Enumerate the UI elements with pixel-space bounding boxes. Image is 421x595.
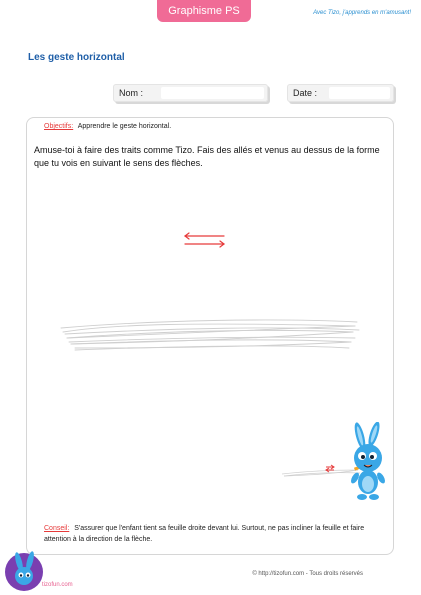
header-tab [157, 0, 251, 22]
date-field[interactable] [287, 84, 394, 102]
name-input-area[interactable] [161, 87, 264, 99]
instruction-text: Amuse-toi à faire des traits comme Tizo. Fais des allés et venus au dessus de la forme que tu vois en suivant le sens des flèches. [34, 145, 380, 168]
page-title: Les geste horizontal [28, 52, 125, 63]
date-label: Date : [293, 88, 318, 98]
name-field[interactable] [113, 84, 268, 102]
advice-label: Conseil: [44, 525, 70, 532]
objective-text: Apprendre le geste horizontal. [77, 123, 172, 130]
worksheet-category: Graphisme PS [168, 5, 240, 17]
objective-label: Objectifs: [44, 123, 74, 130]
advice [44, 523, 392, 545]
tagline: Avec Tizo, j'apprends en m'amusant! [313, 10, 411, 16]
date-input-area[interactable] [329, 87, 390, 99]
direction-arrows-icon [182, 232, 228, 248]
advice-text: S'assurer que l'enfant tient sa feuille droite devant lui. Surtout, ne pas incliner la feuille et faire attention à la direction de la flèche. [44, 525, 365, 543]
copyright-notice: © http://tizofun.com - Tous droits réservés [252, 571, 363, 577]
name-label: Nom : [119, 88, 144, 98]
tizofun-logo-icon [4, 548, 46, 593]
tizo-mascot-icon [344, 422, 392, 504]
objective [44, 123, 171, 130]
logo-text: tizofun.com [42, 582, 73, 588]
horizontal-scribble-shape [55, 312, 365, 354]
